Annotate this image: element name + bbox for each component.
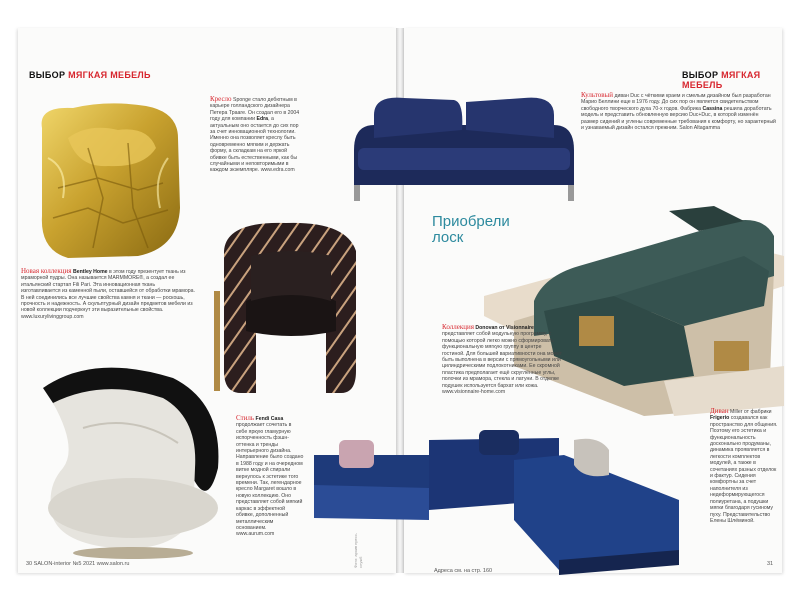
kultovy-text-1: диван Duc с чёткими краем и смелым дизайном был разработан Марио Беллини еще в 1976 году. До сих пор он является свидетельством свободного творческого духа 70-х годов. Фабрика bbox=[581, 93, 771, 112]
kultovy-text-2: решила доработать модель и представить обновленную версию Duc+Duc, в которой изменён размер сидений и углены современные требования к комфорту, но характерный и узнаваемый дизайн остался прежним. Salon Altagamma bbox=[581, 105, 776, 132]
gold-sponge-armchair-image bbox=[28, 98, 188, 266]
divan-text bbox=[710, 408, 780, 524]
margaret-armchair-image bbox=[23, 358, 238, 573]
stil-text bbox=[236, 415, 304, 538]
right-page-number: 31 bbox=[767, 561, 774, 567]
novaya-url: www.luxurylivinggroup.com bbox=[21, 313, 84, 320]
kultovy-text bbox=[581, 92, 776, 131]
divan-lead: Диван bbox=[710, 407, 729, 415]
headline-line-1: Приобрели bbox=[432, 213, 510, 230]
kultovy-brand: Cassina bbox=[702, 105, 723, 112]
left-folio bbox=[26, 561, 129, 567]
novaya-kollektsiya-text bbox=[21, 268, 196, 320]
novaya-brand: Bentley Home bbox=[72, 269, 108, 275]
right-header-section: ВЫБОР bbox=[682, 70, 719, 80]
left-footer-url: www.salon.ru bbox=[96, 561, 130, 567]
divan-brand: Frigerio bbox=[710, 415, 730, 422]
kreslo-text bbox=[210, 96, 302, 174]
stil-url: www.aurum.com bbox=[236, 531, 275, 538]
novaya-body: в этом году презентует ткань из мраморной пудры. Она называется MARMMORE®, а создал ее итальянский стартап Fili Pari. Эта инновационная ткань изготавливается из каменной пыли, оставшейся от обработки мрамора. В ней соединились все лучшие свойства камня и ткани — роскошь, прочность и надежность. А скульптурный дизайн предметов мебели из новой коллекции подчеркнут эти выразительные свойства. bbox=[21, 269, 195, 314]
left-header-section: ВЫБОР bbox=[29, 70, 66, 80]
left-page-number: 30 bbox=[26, 561, 33, 567]
kollektsiya-lead: Коллекция bbox=[442, 323, 474, 331]
left-footer-magazine: SALON-interior №5 2021 bbox=[33, 561, 96, 567]
kreslo-text-2: , а актуальным оно остается до сих пор за счет инновационной технологии. Именно она позволяет креслу быть одновременно мягким и держать форму, а складкам на его яркой обивке быть естественными, как бы случайными и неповторимыми в каждом экземпляре. bbox=[210, 116, 299, 174]
right-header-accent: МЯГКАЯ МЕБЕЛЬ bbox=[682, 70, 761, 90]
kollektsiya-text bbox=[442, 324, 562, 395]
divan-body: создавался как пространство для общения. Поэтому его эстетика и функциональность досконально продуманы, динамика проявляется в легкости комплектов модулей, а также в сочетаниях разных отделок и фактур. Сидения комфортны за счет наполнителя из недеформирующегося полиуретана, а подушки мягки благодаря гусиному пуху. Представительство Елены Шлёминой. bbox=[710, 415, 778, 524]
kollektsiya-body: представляет собой модульную программу, с помощью которой легко можно сформировать функциональную мягкую группу в центре гостиной. Для большей вариативности она может быть выполнена в версии с прямоугольными или цилиндрическими подлокотниками. Ее скромной пластика предполагает ещё скруглённые углы, полочки из мрамора, стекла и латуни. В отделке подушек используется бархат или кожа. bbox=[442, 331, 562, 389]
left-page-header bbox=[29, 70, 151, 80]
address-note: Адреса см. на стр. 160 bbox=[434, 568, 493, 574]
divan-brand-pre: Miller от фабрики bbox=[730, 409, 772, 415]
kreslo-brand: Edra bbox=[256, 116, 269, 123]
stil-lead: Стиль bbox=[236, 414, 255, 422]
kollektsiya-brand: Donovan от Visionnaire bbox=[475, 325, 534, 331]
kreslo-url: www.edra.com bbox=[260, 167, 295, 174]
photo-credit: Фото: архив пресс-служб bbox=[353, 532, 363, 568]
right-page-header bbox=[682, 70, 782, 90]
novaya-lead: Новая коллекция bbox=[21, 267, 72, 275]
right-page bbox=[404, 28, 782, 573]
kreslo-text-1: Sponge стало дебютным в карьере голландского дизайнера Петера Трааге. Он создал его в 2004 году для компании bbox=[210, 97, 300, 123]
left-header-accent: МЯГКАЯ МЕБЕЛЬ bbox=[68, 70, 151, 80]
miller-corner-sofa-image bbox=[309, 410, 689, 580]
stil-body: продолжает сочетать в себе яркую гламурную испорченность фэшн-оттенка и тренды интерьерного дизайна. Направление было создано в 1988 году и на очередном витке модной спирали вернулось к эстетике того времени. Так, легендарное кресло Margaret вошло в новую коллекцию. Оно представляет собой мягкий каркас в эффектной обивке, дополненный металлическим основанием. bbox=[236, 422, 304, 531]
kollektsiya-url: www.visionnaire-home.com bbox=[442, 389, 506, 396]
kultovy-lead: Культовый bbox=[581, 91, 613, 99]
blue-duc-sofa-image bbox=[344, 90, 584, 205]
kreslo-lead: Кресло bbox=[210, 95, 232, 103]
headline-line-2: лоск bbox=[432, 229, 464, 246]
stil-brand: Fendi Casa bbox=[255, 416, 284, 422]
